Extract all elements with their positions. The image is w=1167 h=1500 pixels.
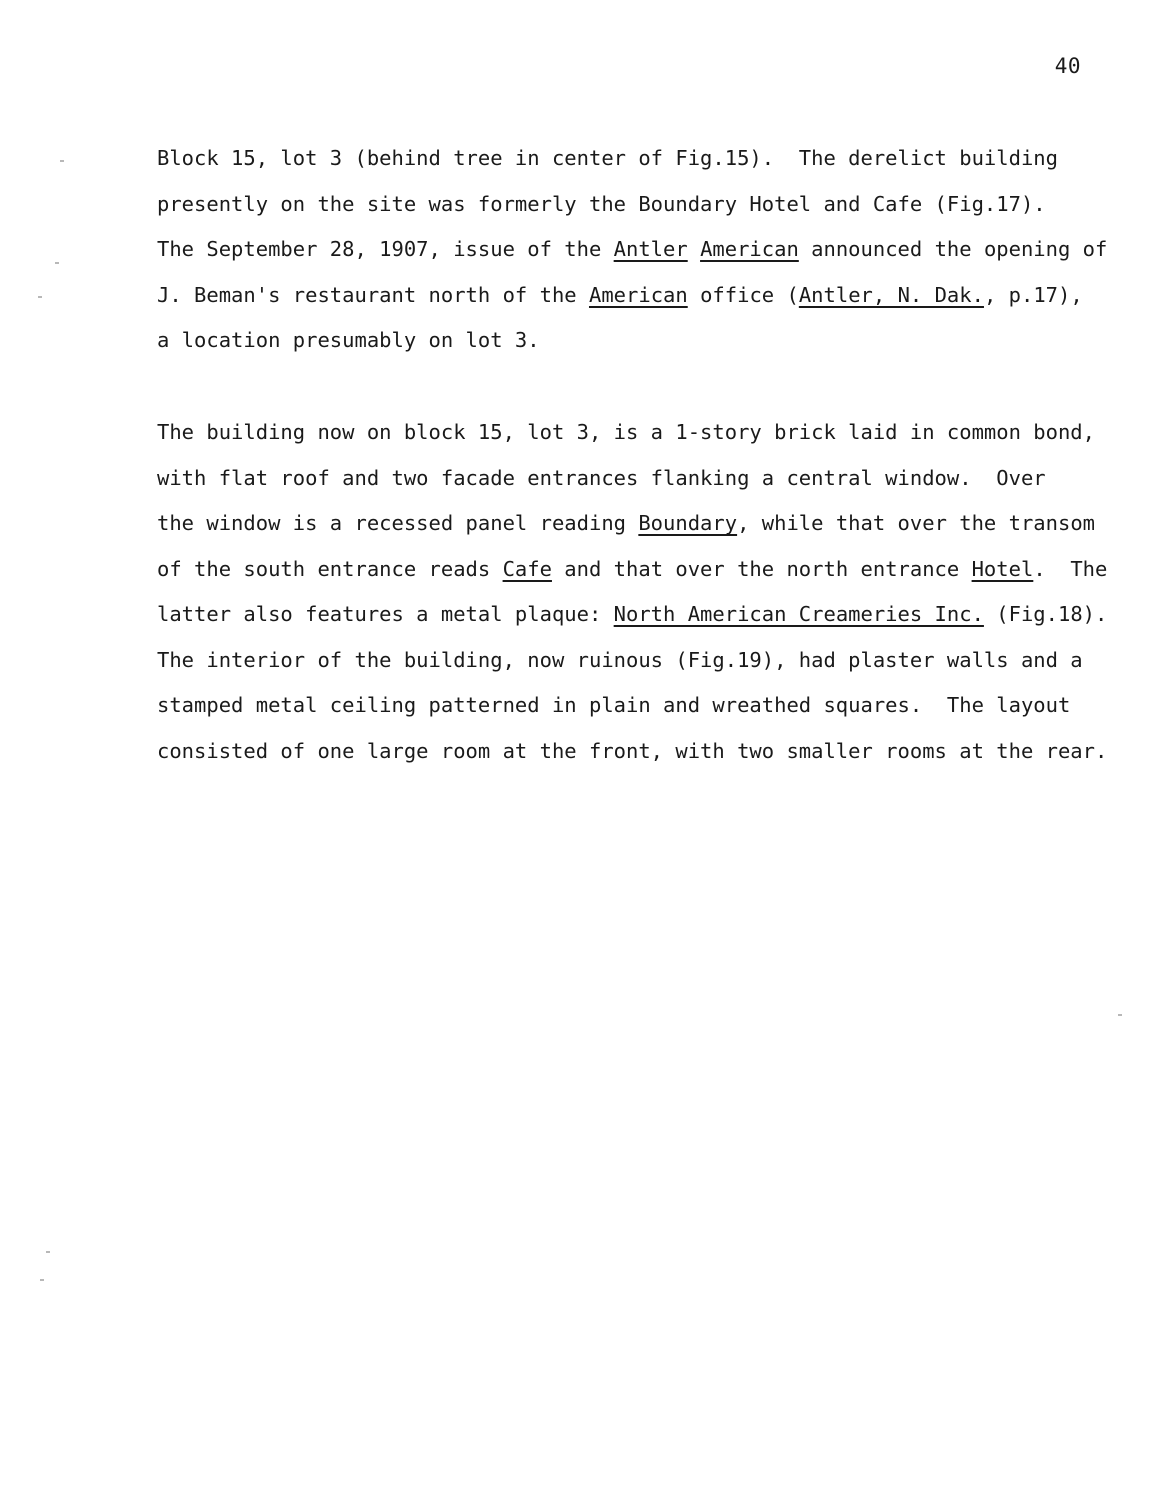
scan-speck <box>38 296 42 298</box>
scan-speck <box>55 262 59 264</box>
text-line <box>157 683 1071 729</box>
paragraph-2 <box>157 410 1108 774</box>
text-line <box>157 547 1108 593</box>
scan-speck <box>46 1251 50 1253</box>
underlined-title: Cafe <box>502 556 552 581</box>
text-run: (Fig.18). <box>983 602 1108 626</box>
text-run: the window is a recessed panel reading <box>157 511 639 535</box>
text-run: . The <box>1033 556 1108 581</box>
scan-speck <box>60 160 64 162</box>
underlined-title: American <box>700 237 799 261</box>
text-run: with flat roof and two facade entrances flanking a central window. Over <box>157 465 1046 490</box>
underlined-title: Antler <box>613 237 688 261</box>
text-run: The September 28, 1907, issue of the <box>157 237 614 261</box>
text-line <box>157 501 1096 547</box>
text-run: latter also features a metal plaque: <box>157 602 614 626</box>
underlined-title: American <box>588 282 688 307</box>
text-run: announced the opening of <box>798 237 1108 261</box>
text-run: presently on the site was formerly the Boundary Hotel and Cafe (Fig.17). <box>157 191 1046 216</box>
text-run: stamped metal ceiling patterned in plain and wreathed squares. The layout <box>157 693 1071 717</box>
text-line <box>157 592 1108 638</box>
text-run: , while that over the transom <box>737 511 1096 535</box>
text-line <box>157 318 1057 364</box>
underlined-title: North American Creameries Inc. <box>613 602 984 626</box>
text-run: Block 15, lot 3 (behind tree in center of Fig.15). The derelict building <box>157 146 1058 170</box>
text-run: office ( <box>687 282 799 307</box>
text-line <box>157 410 1095 456</box>
underlined-title: Boundary <box>638 511 738 535</box>
text-line <box>157 456 1057 502</box>
page-number: 40 <box>1054 54 1081 78</box>
scan-speck <box>1118 1014 1122 1016</box>
text-run: a location presumably on lot 3. <box>157 328 540 352</box>
text-run: The interior of the building, now ruinous (Fig.19), had plaster walls and a <box>157 647 1083 672</box>
paragraph-1 <box>157 136 1108 364</box>
text-line <box>157 136 1057 182</box>
text-run <box>688 237 700 261</box>
text-run: The building now on block 15, lot 3, is a 1-story brick laid in common bond, <box>157 420 1095 444</box>
text-line <box>157 182 1057 228</box>
text-run: consisted of one large room at the front, with two smaller rooms at the rear. <box>157 738 1108 763</box>
text-run: of the south entrance reads <box>157 556 503 581</box>
scan-speck <box>40 1279 44 1281</box>
text-line <box>157 227 1108 273</box>
text-run: and that over the north entrance <box>551 556 972 581</box>
text-line <box>157 273 1083 319</box>
underlined-title: Antler, N. Dak. <box>798 282 984 307</box>
text-run: J. Beman's restaurant north of the <box>157 282 589 307</box>
text-run: , p.17), <box>983 282 1083 307</box>
text-line <box>157 638 1083 684</box>
underlined-title: Hotel <box>971 556 1034 581</box>
text-line <box>157 729 1108 775</box>
